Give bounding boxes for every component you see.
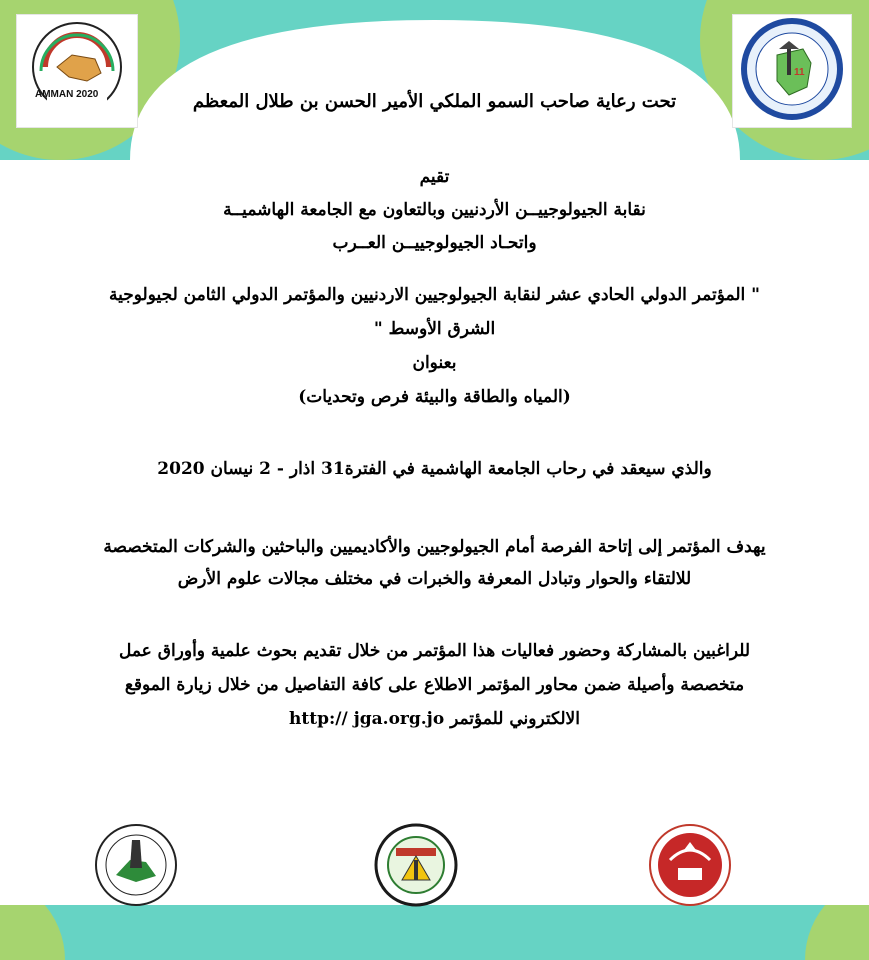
participation-line3 <box>40 706 829 733</box>
participation-website-label: الالكتروني للمؤتمر <box>450 709 580 729</box>
patronage-line: تحت رعاية صاحب السمو الملكي الأمير الحسن بن طلال المعظم <box>192 91 677 112</box>
titled-label: بعنوان <box>412 353 457 373</box>
goal-line1: يهدف المؤتمر إلى إتاحة الفرصة أمام الجيولوجيين والأكاديميين والباحثين والشركات المتخصصة <box>103 537 766 557</box>
conference-theme: (المياه والطاقة والبيئة فرص وتحديات) <box>298 387 571 407</box>
conference-date: والذي سيعقد في رحاب الجامعة الهاشمية في الفترة31 اذار - 2 نيسان 2020 <box>157 459 712 479</box>
jordanian-geologists-association-logo-icon <box>366 820 466 910</box>
symposium-logo-amman: AMMAN 2020 <box>35 89 99 100</box>
arab-geologists-association-logo-icon <box>86 820 186 910</box>
goal-line2: للالتقاء والحوار وتبادل المعرفة والخبرات في مختلف مجالات علوم الأرض <box>177 569 692 589</box>
union-line: واتحـاد الجيولوجييــن العــرب <box>332 233 537 253</box>
presents-line: تقيم <box>419 167 450 187</box>
conference-title-line2: الشرق الأوسط " <box>373 319 496 339</box>
arab-geologists-association-logo <box>86 820 186 910</box>
hashemite-university-logo <box>640 820 740 910</box>
organizer-line: نقابة الجيولوجييــن الأردنيين وبالتعاون مع الجامعة الهاشميــة <box>223 200 646 220</box>
svg-text:11: 11 <box>794 67 805 78</box>
jordanian-geologists-association-logo <box>366 820 466 910</box>
participation-line1: للراغبين بالمشاركة وحضور فعاليات هذا المؤتمر من خلال تقديم بحوث علمية وأوراق عمل <box>118 641 751 661</box>
conference-website-link[interactable]: http:// jga.org.jo <box>289 709 445 729</box>
conference-title-line1: " المؤتمر الدولي الحادي عشر لنقابة الجيولوجيين الاردنيين والمؤتمر الدولي الثامن لجيولوجية <box>108 285 761 305</box>
participation-line2: متخصصة وأصيلة ضمن محاور المؤتمر الاطلاع على كافة التفاصيل من خلال زيارة الموقع <box>124 675 745 695</box>
hashemite-university-logo-icon <box>640 820 740 910</box>
